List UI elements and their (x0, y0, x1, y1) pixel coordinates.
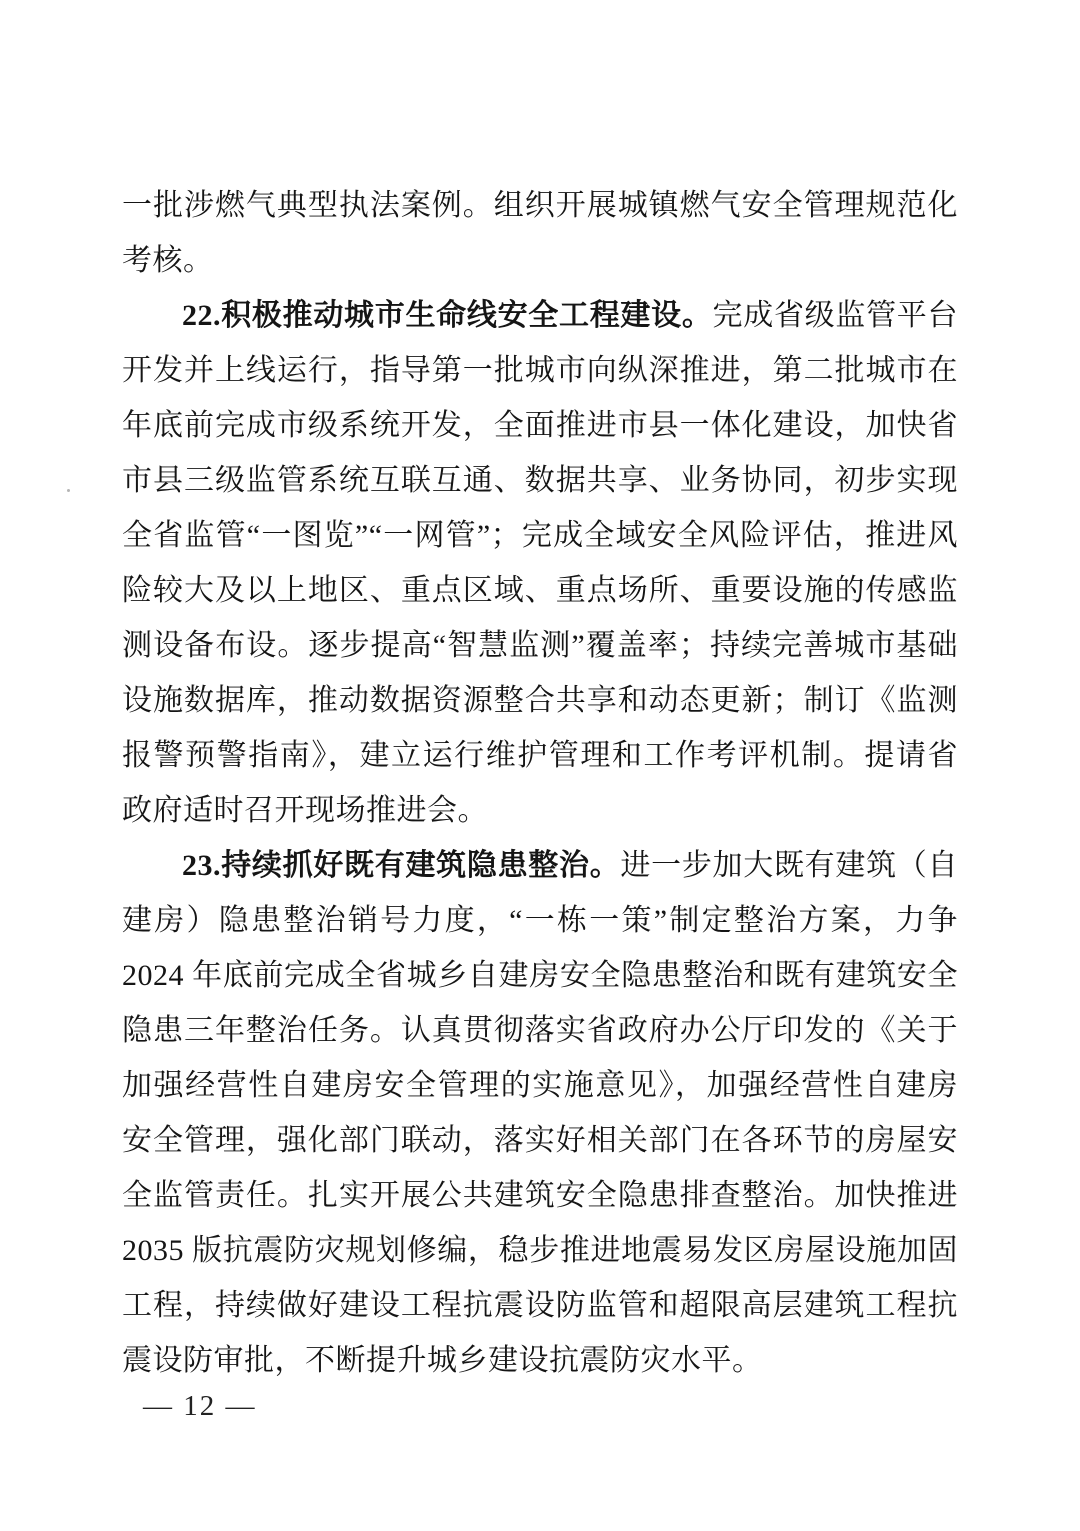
paragraph-22-body: 完成省级监管平台开发并上线运行，指导第一批城市向纵深推进，第二批城市在年底前完成市级系统开发，全面推进市县一体化建设，加快省市县三级监管系统互联互通、数据共享、业务协同，初步实现全省监管“一图览”“一网管”；完成全域安全风险评估，推进风险较大及以上地区、重点区域、重点场所、重要设施的传感监测设备布设。逐步提高“智慧监测”覆盖率；持续完善城市基础设施数据库，推动数据资源整合共享和动态更新；制订《监测报警预警指南》，建立运行维护管理和工作考评机制。提请省政府适时召开现场推进会。 (122, 299, 959, 827)
paragraph-23-heading: 23.持续抓好既有建筑隐患整治。 (182, 849, 621, 882)
paragraph-item-22 (122, 288, 958, 838)
scan-artifact-dot (67, 489, 70, 492)
paragraph-item-23 (122, 838, 958, 1388)
paragraph-22-heading: 22.积极推动城市生命线安全工程建设。 (182, 299, 713, 332)
paragraph-continuation (122, 178, 958, 288)
page-footer (143, 1390, 257, 1423)
page-number: — 12 — (143, 1390, 257, 1422)
document-body (122, 178, 958, 1388)
paragraph-continuation-text: 一批涉燃气典型执法案例。组织开展城镇燃气安全管理规范化考核。 (122, 189, 958, 277)
paragraph-23-body: 进一步加大既有建筑（自建房）隐患整治销号力度，“一栋一策”制定整治方案，力争 2024 年底前完成全省城乡自建房安全隐患整治和既有建筑安全隐患三年整治任务。认真贯彻落实省政府办公厅印发的《关于加强经营性自建房安全管理的实施意见》，加强经营性自建房安全管理，强化部门联动，落实好相关部门在各环节的房屋安全监管责任。扎实开展公共建筑安全隐患排查整治。加快推进 2035 版抗震防灾规划修编，稳步推进地震易发区房屋设施加固工程，持续做好建设工程抗震设防监管和超限高层建筑工程抗震设防审批，不断提升城乡建设抗震防灾水平。 (122, 849, 959, 1377)
